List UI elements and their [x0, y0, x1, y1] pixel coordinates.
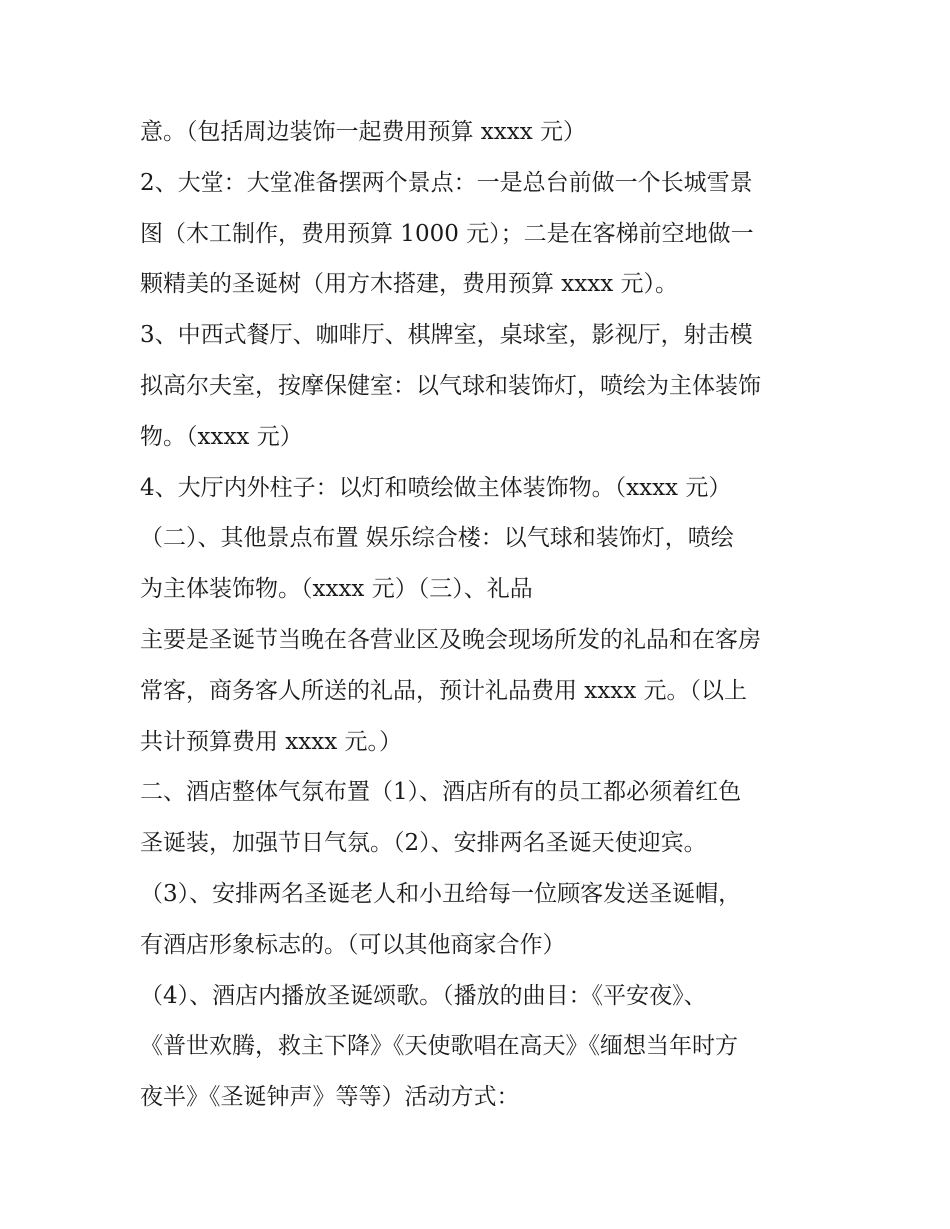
- text-line: 拟高尔夫室，按摩保健室：以气球和装饰灯，喷绘为主体装饰: [140, 372, 761, 399]
- text-line: 2、大堂：大堂准备摆两个景点：一是总台前做一个长城雪景: [140, 169, 753, 196]
- text-line: （4）、酒店内播放圣诞颂歌。（播放的曲目：《平安夜》、: [140, 982, 707, 1009]
- text-line: 颗精美的圣诞树（用方木搭建，费用预算 xxxx 元）。: [140, 271, 679, 298]
- text-line: 意。（包括周边装饰一起费用预算 xxxx 元）: [140, 119, 587, 145]
- text-line: 4、大厅内外柱子：以灯和喷绘做主体装饰物。（xxxx 元）: [140, 474, 732, 501]
- text-line: 物。（xxxx 元）: [140, 423, 303, 450]
- text-line: 夜半》《圣诞钟声》等等）活动方式：: [140, 1084, 520, 1111]
- text-line: 二、酒店整体气氛布置（1）、酒店所有的员工都必须着红色: [140, 779, 742, 806]
- text-line: 图（木工制作，费用预算 1000 元）；二是在客梯前空地做一: [140, 220, 754, 247]
- text-line: 共计预算费用 xxxx 元。）: [140, 728, 403, 755]
- text-line: 常客，商务客人所送的礼品，预计礼品费用 xxxx 元。（以上: [140, 677, 748, 704]
- document-body: [140, 107, 830, 1123]
- text-line: 有酒店形象标志的。（可以其他商家合作）: [140, 931, 566, 958]
- text-line: （3）、安排两名圣诞老人和小丑给每一位顾客发送圣诞帽，: [140, 880, 742, 907]
- text-line: 《普世欢腾，救主下降》《天使歌唱在高天》《缅想当年时方: [140, 1033, 738, 1060]
- text-line: 为主体装饰物。（xxxx 元）（三）、礼品: [140, 576, 533, 603]
- text-line: 主要是圣诞节当晚在各营业区及晚会现场所发的礼品和在客房: [140, 626, 761, 653]
- text-line: 圣诞装，加强节日气氛。（2）、安排两名圣诞天使迎宾。: [140, 830, 707, 857]
- text-line: 3、中西式餐厅、咖啡厅、棋牌室，桌球室，影视厅，射击模: [140, 322, 753, 349]
- text-line: （二）、其他景点布置 娱乐综合楼：以气球和装饰灯，喷绘: [140, 525, 734, 552]
